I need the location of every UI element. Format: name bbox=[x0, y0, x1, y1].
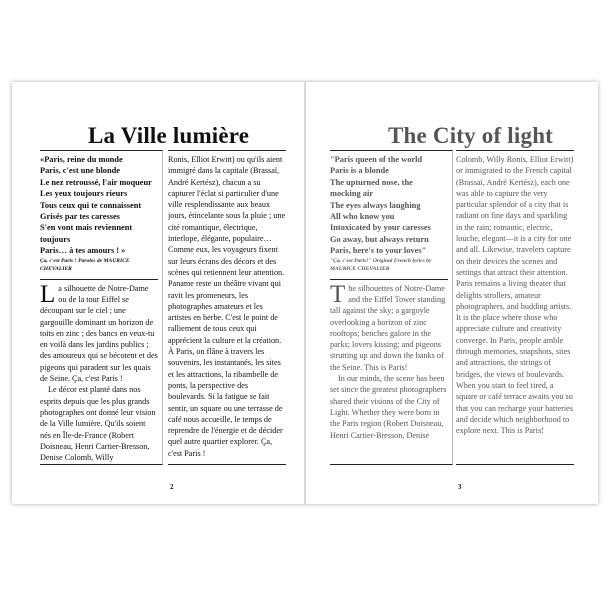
page-number: 3 bbox=[458, 483, 462, 491]
paragraph-text: he silhouettes of Notre-Dame and the Eiffel Tower standing tall against the sky; a gargoyle overlooking a horizon of zinc rooftops; benches galore in the parks; lovers kissing; and pigeons strutting up and down the banks of the Seine. This is Paris! bbox=[330, 283, 446, 372]
quote-line: «Paris, reine du monde bbox=[40, 155, 123, 164]
body-paragraph bbox=[330, 280, 448, 373]
quote-line: Tous ceux qui te connaissent bbox=[40, 200, 142, 210]
body-paragraph-continued: Ronis, Elliot Erwitt) ou qu'ils aient immigré dans la capitale (Brassaï, André Kertész), chacun a su capturer l'éclat si particulier d'une ville resplendissante aux beaux jours, étincelante sous la pluie ; une cité romantique, électrique, interlope, élégante, populaire… Comme eux, les voyageurs fixent sur leurs écrans des décors et des scènes qui retiennent leur attention. Paname reste un théâtre vivant qui ravit les promeneurs, les photographes amateurs et les artistes en herbe. C'est le point de ralliement de tous ceux qui apprécient la culture et la création. À Paris, on flâne à travers les souvenirs, les instantanés, les sites et les attractions, la ribambelle de ponts, la perspective des boulevards. Si la fatigue se fait sentir, un square ou une terrasse de café nous accueille, le temps de reprendre de l'énergie et de décider quel autre quartier explorer. Ça, c'est Paris ! bbox=[168, 155, 286, 458]
right-column-2 bbox=[456, 150, 574, 465]
drop-cap: L bbox=[40, 280, 56, 308]
quote-line: "Paris queen of the world bbox=[330, 155, 423, 164]
quote-line: toujours bbox=[40, 234, 71, 244]
quote-line: Paris… à tes amours ! » bbox=[40, 246, 126, 256]
quote-line: Le nez retroussé, l'air moqueur bbox=[40, 177, 152, 187]
quote-credit: "Ça, c'est Paris!" Original French lyrics by MAURICE CHEVALIER bbox=[330, 257, 432, 272]
left-column-2 bbox=[168, 150, 286, 465]
quote-line: Go away, but always return bbox=[330, 234, 429, 244]
left-page bbox=[12, 82, 304, 504]
quote-line: The eyes always laughing bbox=[330, 200, 421, 210]
quote-line: Intoxicated by your caresses bbox=[330, 223, 431, 233]
drop-cap: T bbox=[330, 280, 346, 308]
song-quote-english bbox=[330, 154, 448, 257]
paragraph-text: a silhouette de Notre-Dame ou de la tour Eiffel se découpant sur le ciel ; une gargouille dominant un horizon de toits en zinc ; des bancs en veux-tu en voilà dans les jardins publics ; des amoureux qui se bécotent et des pigeons qui paradent sur les quais de Seine. Ça, c'est Paris ! bbox=[40, 283, 158, 384]
quote-line: S'en vont mais reviennent bbox=[40, 223, 133, 233]
right-page bbox=[306, 82, 598, 504]
body-paragraph-continued: Colomb, Willy Ronis, Elliot Erwitt) or immigrated to the French capital (Brassaï, André Kertész), each one was able to capture the very particular splendor of a city that is radiant on fine days and sparkling in the rain; romantic, electric, louche, elegant—it is a city for one and all. Likewise, travelers capture on their devices the scenes and settings that attract their attention. Paris remains a living theater that delights strollers, amateur photographers, and budding artists. It is the place where those who appreciate culture and creativity converge. In Paris, people amble through memories, snapshots, sites and attractions, the strings of bridges, the views of boulevards. When you start to feel tired, a square or café terrace awaits you so that you can recharge your batteries and decide which neighborhood to explore next. This is Paris! bbox=[456, 155, 574, 436]
quote-line: Paris is a blonde bbox=[330, 166, 389, 176]
quote-line: The upturned nose, the bbox=[330, 177, 413, 187]
divider bbox=[40, 279, 158, 280]
quote-credit: Ça, c'est Paris ! Paroles de MAURICE CHEVALIER bbox=[40, 257, 130, 272]
quote-line: Grisés par tes caresses bbox=[40, 212, 120, 222]
body-paragraph: Le décor est planté dans nos esprits depuis que les plus grands photographes ont donné leur vision de la Ville lumière. Qu'ils soient nés en Île-de-France (Robert Doisneau, Henri Cartier-Bresson, Denise Colomb, Willy bbox=[40, 385, 156, 463]
quote-line: Paris, c'est une blonde bbox=[40, 166, 121, 176]
song-quote-french bbox=[40, 154, 158, 257]
page-title-french: La Ville lumière bbox=[88, 123, 250, 148]
body-paragraph: In our minds, the scene has been set since the greatest photographers shared their visions of the City of Light. Whether they were born in the Paris region (Robert Doisneau, Henri Cartier-Bresson, Denise bbox=[330, 374, 447, 440]
right-column-1 bbox=[330, 150, 453, 465]
page-number: 2 bbox=[170, 483, 174, 491]
quote-line: mocking air bbox=[330, 189, 374, 199]
divider bbox=[330, 279, 448, 280]
quote-line: Les yeux toujours rieurs bbox=[40, 189, 128, 199]
page-title-english: The City of light bbox=[388, 123, 554, 148]
book-spread bbox=[12, 82, 598, 504]
left-column-1 bbox=[40, 150, 163, 465]
quote-line: Paris, here's to your loves" bbox=[330, 246, 427, 256]
quote-line: All who know you bbox=[330, 212, 395, 222]
body-paragraph bbox=[40, 280, 158, 385]
